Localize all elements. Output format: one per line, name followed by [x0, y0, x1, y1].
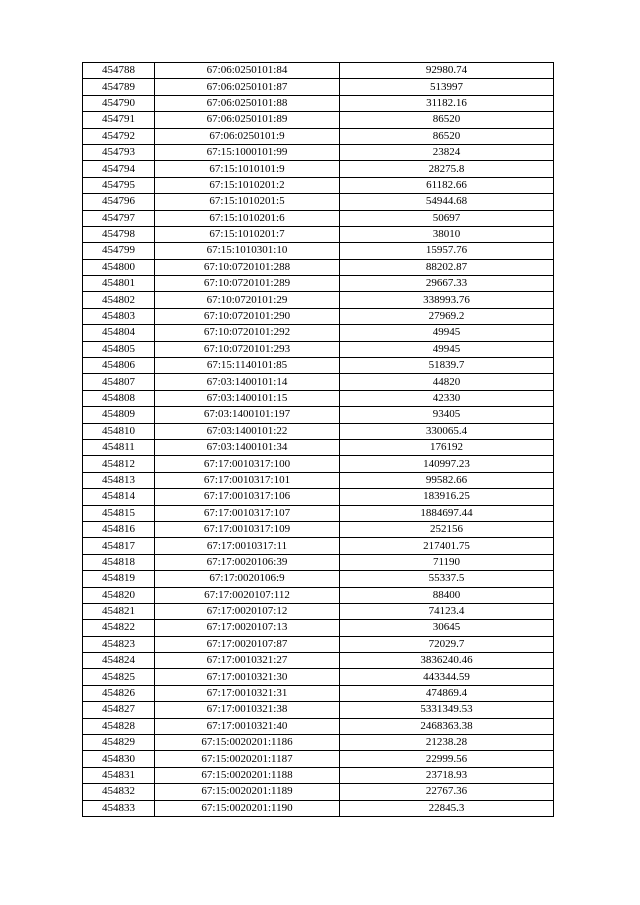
row-number-cell: 454792 — [83, 128, 155, 144]
row-number-cell: 454815 — [83, 505, 155, 521]
value-cell: 15957.76 — [340, 243, 554, 259]
row-number-cell: 454796 — [83, 194, 155, 210]
table-row — [83, 259, 554, 275]
row-number-cell: 454810 — [83, 423, 155, 439]
table-row — [83, 784, 554, 800]
value-cell: 338993.76 — [340, 292, 554, 308]
value-cell: 42330 — [340, 390, 554, 406]
row-number-cell: 454795 — [83, 177, 155, 193]
table-row — [83, 374, 554, 390]
row-number-cell: 454804 — [83, 325, 155, 341]
table-row — [83, 210, 554, 226]
row-number-cell: 454803 — [83, 308, 155, 324]
value-cell: 22999.56 — [340, 751, 554, 767]
value-cell: 92980.74 — [340, 63, 554, 79]
table-row — [83, 538, 554, 554]
row-number-cell: 454802 — [83, 292, 155, 308]
cadastral-number-cell: 67:06:0250101:89 — [155, 112, 340, 128]
row-number-cell: 454790 — [83, 95, 155, 111]
cadastral-number-cell: 67:15:1010201:6 — [155, 210, 340, 226]
cadastral-number-cell: 67:15:0020201:1190 — [155, 800, 340, 816]
table-row — [83, 669, 554, 685]
value-cell: 183916.25 — [340, 489, 554, 505]
table-row — [83, 751, 554, 767]
row-number-cell: 454814 — [83, 489, 155, 505]
value-cell: 28275.8 — [340, 161, 554, 177]
table-row — [83, 439, 554, 455]
row-number-cell: 454806 — [83, 358, 155, 374]
row-number-cell: 454791 — [83, 112, 155, 128]
table-row — [83, 620, 554, 636]
value-cell: 29667.33 — [340, 276, 554, 292]
value-cell: 330065.4 — [340, 423, 554, 439]
value-cell: 50697 — [340, 210, 554, 226]
row-number-cell: 454812 — [83, 456, 155, 472]
row-number-cell: 454820 — [83, 587, 155, 603]
cadastral-number-cell: 67:10:0720101:293 — [155, 341, 340, 357]
row-number-cell: 454789 — [83, 79, 155, 95]
row-number-cell: 454830 — [83, 751, 155, 767]
table-row — [83, 521, 554, 537]
table-row — [83, 456, 554, 472]
value-cell: 252156 — [340, 521, 554, 537]
value-cell: 49945 — [340, 325, 554, 341]
row-number-cell: 454811 — [83, 439, 155, 455]
table-row — [83, 685, 554, 701]
value-cell: 88400 — [340, 587, 554, 603]
value-cell: 99582.66 — [340, 472, 554, 488]
cadastral-number-cell: 67:17:0010321:40 — [155, 718, 340, 734]
cadastral-number-cell: 67:17:0020106:9 — [155, 571, 340, 587]
row-number-cell: 454807 — [83, 374, 155, 390]
table-row — [83, 653, 554, 669]
cadastral-number-cell: 67:15:1140101:85 — [155, 358, 340, 374]
table-row — [83, 276, 554, 292]
row-number-cell: 454794 — [83, 161, 155, 177]
row-number-cell: 454821 — [83, 603, 155, 619]
row-number-cell: 454824 — [83, 653, 155, 669]
table-row — [83, 407, 554, 423]
value-cell: 474869.4 — [340, 685, 554, 701]
value-cell: 21238.28 — [340, 735, 554, 751]
table-row — [83, 800, 554, 816]
cadastral-number-cell: 67:15:0020201:1187 — [155, 751, 340, 767]
row-number-cell: 454816 — [83, 521, 155, 537]
table-row — [83, 735, 554, 751]
value-cell: 1884697.44 — [340, 505, 554, 521]
row-number-cell: 454818 — [83, 554, 155, 570]
cadastral-number-cell: 67:17:0010321:30 — [155, 669, 340, 685]
cadastral-number-cell: 67:03:1400101:34 — [155, 439, 340, 455]
value-cell: 49945 — [340, 341, 554, 357]
value-cell: 30645 — [340, 620, 554, 636]
table-row — [83, 636, 554, 652]
table-row — [83, 554, 554, 570]
row-number-cell: 454822 — [83, 620, 155, 636]
table-row — [83, 144, 554, 160]
cadastral-number-cell: 67:03:1400101:14 — [155, 374, 340, 390]
table-row — [83, 472, 554, 488]
row-number-cell: 454788 — [83, 63, 155, 79]
value-cell: 217401.75 — [340, 538, 554, 554]
row-number-cell: 454826 — [83, 685, 155, 701]
cadastral-number-cell: 67:17:0020107:13 — [155, 620, 340, 636]
table-row — [83, 603, 554, 619]
table-row — [83, 226, 554, 242]
cadastral-number-cell: 67:10:0720101:292 — [155, 325, 340, 341]
table-row — [83, 325, 554, 341]
cadastral-number-cell: 67:06:0250101:84 — [155, 63, 340, 79]
row-number-cell: 454823 — [83, 636, 155, 652]
cadastral-number-cell: 67:06:0250101:88 — [155, 95, 340, 111]
row-number-cell: 454808 — [83, 390, 155, 406]
value-cell: 27969.2 — [340, 308, 554, 324]
cadastral-number-cell: 67:17:0010317:107 — [155, 505, 340, 521]
value-cell: 88202.87 — [340, 259, 554, 275]
cadastral-number-cell: 67:17:0010317:100 — [155, 456, 340, 472]
row-number-cell: 454817 — [83, 538, 155, 554]
table-row — [83, 423, 554, 439]
row-number-cell: 454828 — [83, 718, 155, 734]
row-number-cell: 454793 — [83, 144, 155, 160]
value-cell: 22845.3 — [340, 800, 554, 816]
value-cell: 55337.5 — [340, 571, 554, 587]
cadastral-number-cell: 67:17:0010317:11 — [155, 538, 340, 554]
cadastral-number-cell: 67:17:0020106:39 — [155, 554, 340, 570]
cadastral-number-cell: 67:15:1010101:9 — [155, 161, 340, 177]
table-row — [83, 292, 554, 308]
cadastral-number-cell: 67:17:0010321:31 — [155, 685, 340, 701]
value-cell: 38010 — [340, 226, 554, 242]
value-cell: 2468363.38 — [340, 718, 554, 734]
table-row — [83, 79, 554, 95]
cadastral-number-cell: 67:10:0720101:289 — [155, 276, 340, 292]
table-body — [83, 63, 554, 817]
table-row — [83, 767, 554, 783]
row-number-cell: 454827 — [83, 702, 155, 718]
table-row — [83, 308, 554, 324]
cadastral-number-cell: 67:17:0020107:87 — [155, 636, 340, 652]
table-row — [83, 112, 554, 128]
value-cell: 5331349.53 — [340, 702, 554, 718]
row-number-cell: 454813 — [83, 472, 155, 488]
row-number-cell: 454809 — [83, 407, 155, 423]
value-cell: 86520 — [340, 128, 554, 144]
value-cell: 71190 — [340, 554, 554, 570]
row-number-cell: 454805 — [83, 341, 155, 357]
cadastral-number-cell: 67:03:1400101:197 — [155, 407, 340, 423]
table-row — [83, 702, 554, 718]
row-number-cell: 454801 — [83, 276, 155, 292]
value-cell: 74123.4 — [340, 603, 554, 619]
table-row — [83, 341, 554, 357]
cadastral-number-cell: 67:17:0020107:12 — [155, 603, 340, 619]
table-row — [83, 587, 554, 603]
cadastral-number-cell: 67:10:0720101:290 — [155, 308, 340, 324]
table-row — [83, 718, 554, 734]
cadastral-number-cell: 67:15:1000101:99 — [155, 144, 340, 160]
value-cell: 513997 — [340, 79, 554, 95]
value-cell: 31182.16 — [340, 95, 554, 111]
value-cell: 443344.59 — [340, 669, 554, 685]
table-row — [83, 390, 554, 406]
cadastral-number-cell: 67:10:0720101:29 — [155, 292, 340, 308]
row-number-cell: 454819 — [83, 571, 155, 587]
row-number-cell: 454799 — [83, 243, 155, 259]
row-number-cell: 454800 — [83, 259, 155, 275]
table-row — [83, 489, 554, 505]
table-row — [83, 243, 554, 259]
table-row — [83, 571, 554, 587]
value-cell: 3836240.46 — [340, 653, 554, 669]
table-row — [83, 128, 554, 144]
value-cell: 140997.23 — [340, 456, 554, 472]
document-sheet — [82, 62, 554, 817]
cadastral-number-cell: 67:15:1010201:7 — [155, 226, 340, 242]
row-number-cell: 454831 — [83, 767, 155, 783]
cadastral-number-cell: 67:15:1010301:10 — [155, 243, 340, 259]
cadastral-number-cell: 67:17:0010317:101 — [155, 472, 340, 488]
table-row — [83, 505, 554, 521]
value-cell: 86520 — [340, 112, 554, 128]
cadastral-number-cell: 67:15:1010201:2 — [155, 177, 340, 193]
cadastral-number-cell: 67:17:0010321:27 — [155, 653, 340, 669]
cadastral-number-cell: 67:17:0020107:112 — [155, 587, 340, 603]
value-cell: 51839.7 — [340, 358, 554, 374]
value-cell: 23718.93 — [340, 767, 554, 783]
value-cell: 54944.68 — [340, 194, 554, 210]
value-cell: 176192 — [340, 439, 554, 455]
row-number-cell: 454797 — [83, 210, 155, 226]
cadastral-number-cell: 67:10:0720101:288 — [155, 259, 340, 275]
cadastral-number-cell: 67:15:1010201:5 — [155, 194, 340, 210]
value-cell: 61182.66 — [340, 177, 554, 193]
table-row — [83, 161, 554, 177]
cadastral-number-cell: 67:17:0010317:106 — [155, 489, 340, 505]
table-row — [83, 177, 554, 193]
cadastral-number-cell: 67:03:1400101:22 — [155, 423, 340, 439]
value-cell: 72029.7 — [340, 636, 554, 652]
cadastral-number-cell: 67:17:0010321:38 — [155, 702, 340, 718]
cadastral-number-cell: 67:15:0020201:1186 — [155, 735, 340, 751]
cadastral-number-cell: 67:15:0020201:1189 — [155, 784, 340, 800]
table-row — [83, 63, 554, 79]
value-cell: 22767.36 — [340, 784, 554, 800]
value-cell: 23824 — [340, 144, 554, 160]
table-row — [83, 194, 554, 210]
cadastral-number-cell: 67:17:0010317:109 — [155, 521, 340, 537]
table-row — [83, 358, 554, 374]
data-table — [82, 62, 554, 817]
cadastral-number-cell: 67:06:0250101:9 — [155, 128, 340, 144]
cadastral-number-cell: 67:15:0020201:1188 — [155, 767, 340, 783]
row-number-cell: 454825 — [83, 669, 155, 685]
value-cell: 93405 — [340, 407, 554, 423]
row-number-cell: 454829 — [83, 735, 155, 751]
cadastral-number-cell: 67:06:0250101:87 — [155, 79, 340, 95]
table-row — [83, 95, 554, 111]
row-number-cell: 454798 — [83, 226, 155, 242]
row-number-cell: 454833 — [83, 800, 155, 816]
row-number-cell: 454832 — [83, 784, 155, 800]
value-cell: 44820 — [340, 374, 554, 390]
cadastral-number-cell: 67:03:1400101:15 — [155, 390, 340, 406]
